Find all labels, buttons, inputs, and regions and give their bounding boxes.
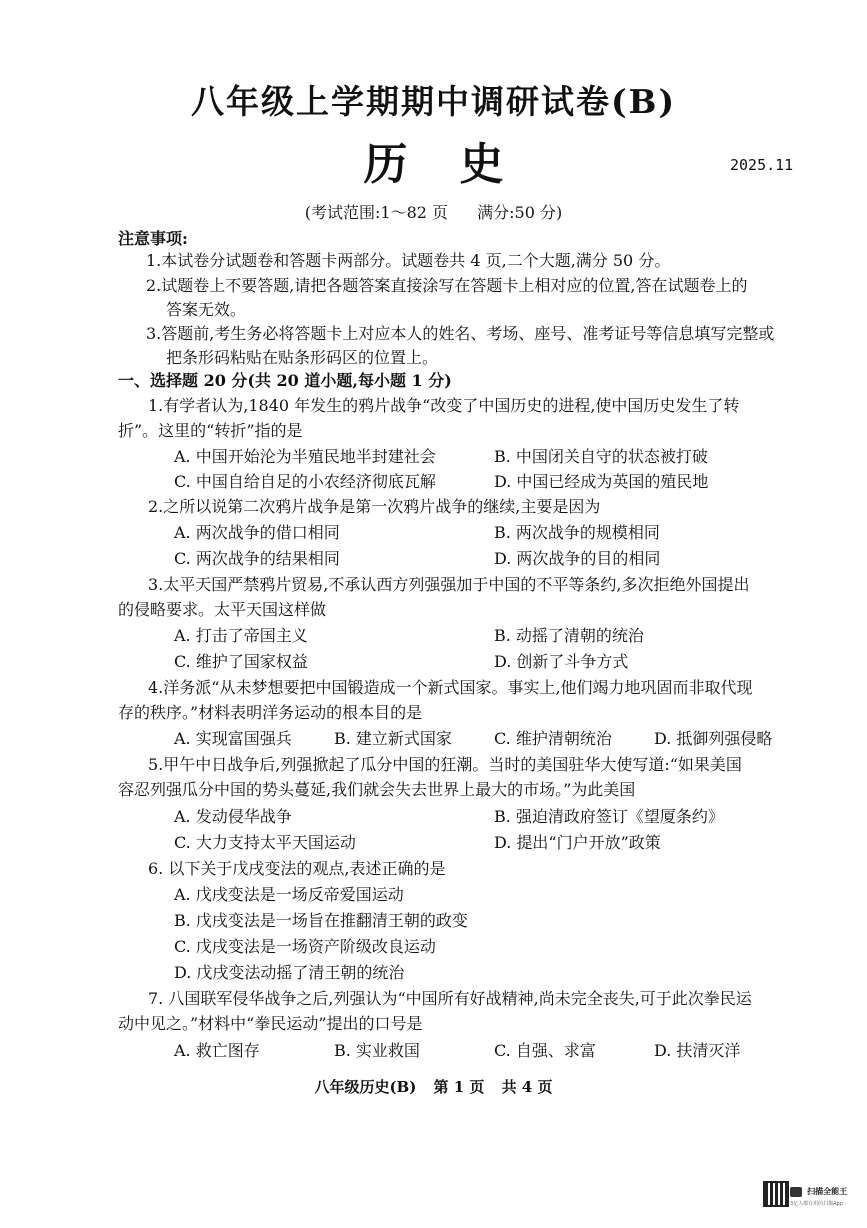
watermark-name: 扫描全能王 [807,1187,848,1196]
question-stem: 3.太平天国严禁鸦片贸易,不承认西方列强强加于中国的不平等条约,多次拒绝外国提出 [148,575,750,594]
option: B. 动摇了清朝的统治 [494,626,644,645]
question-stem: 动中见之。”材料中“拳民运动”提出的口号是 [118,1014,423,1033]
notes-line: 2.试题卷上不要答题,请把各题答案直接涂写在答题卡上相对应的位置,答在试题卷上的 [146,276,748,295]
question-stem: 折”。这里的“转折”指的是 [118,421,303,440]
question-stem: 2.之所以说第二次鸦片战争是第一次鸦片战争的继续,主要是因为 [148,497,601,516]
option: A. 中国开始沦为半殖民地半封建社会 [174,447,436,466]
footer-subject: 八年级历史(B) [314,1078,417,1096]
subject-title: 历史 [363,139,556,190]
option: D. 两次战争的目的相同 [494,549,661,568]
exam-info [0,200,867,223]
exam-title: 八年级上学期期中调研试卷(B) [190,82,677,121]
option: D. 戊戌变法动摇了清王朝的统治 [174,963,405,982]
notes-line: 1.本试卷分试题卷和答题卡两部分。试题卷共 4 页,二个大题,满分 50 分。 [146,251,671,270]
footer-total: 共 4 页 [501,1078,553,1096]
option: B. 中国闭关自守的状态被打破 [494,447,708,466]
option: C. 中国自给自足的小农经济彻底瓦解 [174,472,436,491]
option: D. 扶清灭洋 [654,1041,741,1060]
option: C. 戊戌变法是一场资产阶级改良运动 [174,937,436,956]
option: D. 提出“门户开放”政策 [494,833,661,852]
camscanner-logo-icon [790,1187,802,1197]
question-stem: 1.有学者认为,1840 年发生的鸦片战争“改变了中国历史的进程,使中国历史发生了转 [148,396,740,415]
notes-heading: 注意事项: [118,229,188,248]
option: A. 发动侵华战争 [174,807,292,826]
option: C. 自强、求富 [494,1041,596,1060]
question-stem: 的侵略要求。太平天国这样做 [118,600,327,619]
option: B. 两次战争的规模相同 [494,523,660,542]
question-stem: 容忍列强瓜分中国的势头蔓延,我们就会失去世界上最大的市场。”为此美国 [118,780,636,799]
notes-line: 答案无效。 [166,300,247,319]
question-stem: 4.洋务派“从未梦想要把中国锻造成一个新式国家。事实上,他们竭力地巩固而非取代现 [148,678,753,697]
option: C. 大力支持太平天国运动 [174,833,356,852]
notes-line: 3.答题前,考生务必将答题卡上对应本人的姓名、考场、座号、准考证号等信息填写完整或 [146,324,775,343]
notes-line: 把条形码粘贴在贴条形码区的位置上。 [166,348,439,367]
option: A. 救亡图存 [174,1041,260,1060]
option: D. 中国已经成为英国的殖民地 [494,472,709,491]
exam-date: 2025.11 [730,156,794,174]
section-heading: 一、选择题 20 分(共 20 道小题,每小题 1 分) [118,371,452,390]
option: C. 维护了国家权益 [174,652,308,671]
question-stem: 存的秩序。”材料表明洋务运动的根本目的是 [118,703,423,722]
question-stem: 5.甲午中日战争后,列强掀起了瓜分中国的狂潮。当时的美国驻华大使写道:“如果美国 [148,755,742,774]
scanner-watermark [790,1181,846,1205]
option: A. 两次战争的借口相同 [174,523,340,542]
question-stem: 7. 八国联军侵华战争之后,列强认为“中国所有好战精神,尚未完全丧失,可于此次拳民运 [148,989,752,1008]
footer-page: 第 1 页 [433,1078,485,1096]
option: A. 戊戌变法是一场反帝爱国运动 [174,885,404,904]
option: D. 抵御列强侵略 [654,729,773,748]
option: C. 两次战争的结果相同 [174,549,340,568]
qr-code-icon [763,1181,789,1207]
watermark-tagline: 3亿人都在用的扫描App [790,1201,843,1207]
option: C. 维护清朝统治 [494,729,612,748]
option: B. 实业救国 [334,1041,420,1060]
exam-score: 满分:50 分) [477,203,563,222]
option: B. 强迫清政府签订《望厦条约》 [494,807,724,826]
option: A. 实现富国强兵 [174,729,292,748]
question-stem: 6. 以下关于戊戌变法的观点,表述正确的是 [148,859,446,878]
page-footer [0,1076,867,1097]
option: B. 戊戌变法是一场旨在推翻清王朝的政变 [174,911,468,930]
option: A. 打击了帝国主义 [174,626,308,645]
option: D. 创新了斗争方式 [494,652,629,671]
option: B. 建立新式国家 [334,729,452,748]
exam-scope: (考试范围:1～82 页 [304,203,449,222]
